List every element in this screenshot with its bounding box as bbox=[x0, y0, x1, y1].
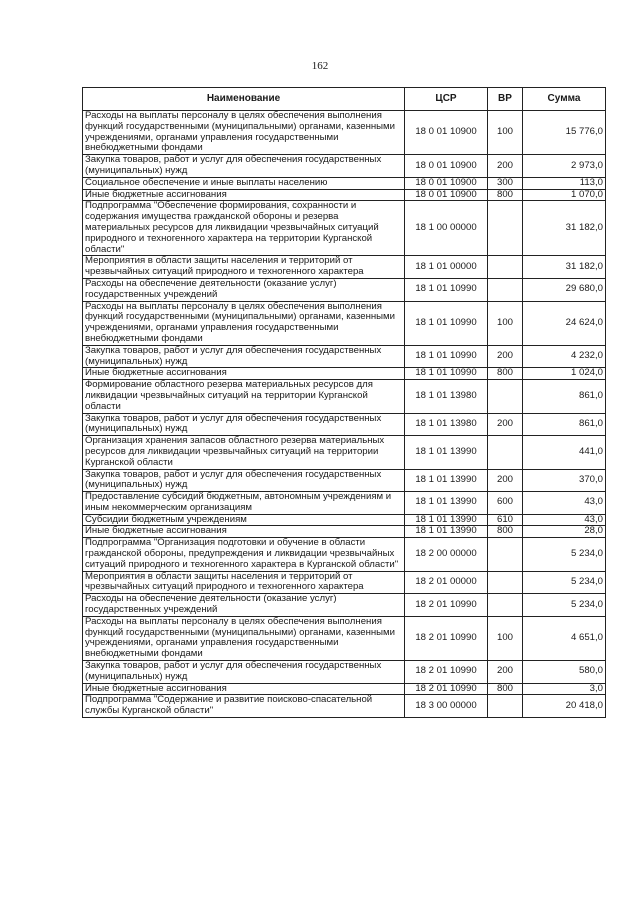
cell-vr: 800 bbox=[488, 526, 523, 538]
cell-csr: 18 1 01 10990 bbox=[405, 301, 488, 345]
cell-name: Предоставление субсидий бюджетным, автономным учреждениям и иным некоммерческим организациям bbox=[83, 492, 405, 515]
cell-vr bbox=[488, 278, 523, 301]
cell-sum: 861,0 bbox=[523, 413, 606, 436]
cell-csr: 18 3 00 00000 bbox=[405, 695, 488, 718]
cell-vr bbox=[488, 201, 523, 256]
cell-csr: 18 1 01 10990 bbox=[405, 368, 488, 380]
cell-name: Подпрограмма "Содержание и развитие поисково-спасательной службы Курганской области" bbox=[83, 695, 405, 718]
cell-csr: 18 1 01 10990 bbox=[405, 345, 488, 368]
cell-vr bbox=[488, 594, 523, 617]
cell-csr: 18 2 00 00000 bbox=[405, 538, 488, 571]
cell-sum: 29 680,0 bbox=[523, 278, 606, 301]
cell-sum: 1 024,0 bbox=[523, 368, 606, 380]
cell-name: Закупка товаров, работ и услуг для обеспечения государственных (муниципальных) нужд bbox=[83, 661, 405, 684]
cell-csr: 18 2 01 10990 bbox=[405, 616, 488, 660]
cell-csr: 18 1 01 13990 bbox=[405, 514, 488, 526]
cell-vr: 200 bbox=[488, 413, 523, 436]
cell-vr: 200 bbox=[488, 155, 523, 178]
header-vr: ВР bbox=[488, 88, 523, 111]
cell-sum: 43,0 bbox=[523, 492, 606, 515]
table-row bbox=[83, 594, 606, 617]
table-row bbox=[83, 345, 606, 368]
table-row bbox=[83, 492, 606, 515]
cell-sum: 20 418,0 bbox=[523, 695, 606, 718]
table-row bbox=[83, 111, 606, 155]
cell-vr: 600 bbox=[488, 492, 523, 515]
cell-csr: 18 1 01 00000 bbox=[405, 256, 488, 279]
cell-sum: 1 070,0 bbox=[523, 189, 606, 201]
table-row bbox=[83, 368, 606, 380]
cell-sum: 5 234,0 bbox=[523, 571, 606, 594]
table-row bbox=[83, 469, 606, 492]
table-row bbox=[83, 201, 606, 256]
header-csr: ЦСР bbox=[405, 88, 488, 111]
cell-name: Иные бюджетные ассигнования bbox=[83, 189, 405, 201]
cell-vr: 200 bbox=[488, 469, 523, 492]
cell-name: Закупка товаров, работ и услуг для обеспечения государственных (муниципальных) нужд bbox=[83, 469, 405, 492]
table-row bbox=[83, 301, 606, 345]
cell-sum: 441,0 bbox=[523, 436, 606, 469]
table-row bbox=[83, 155, 606, 178]
cell-sum: 580,0 bbox=[523, 661, 606, 684]
page-number: 162 bbox=[311, 60, 329, 72]
table-row bbox=[83, 695, 606, 718]
cell-name: Расходы на выплаты персоналу в целях обеспечения выполнения функций государственными (муниципальными) органами, казенными учреждениями, органами управления государственными внебюджетными фондами bbox=[83, 301, 405, 345]
table-row bbox=[83, 177, 606, 189]
cell-sum: 3,0 bbox=[523, 683, 606, 695]
table-row bbox=[83, 189, 606, 201]
cell-name: Расходы на выплаты персоналу в целях обеспечения выполнения функций государственными (муниципальными) органами, казенными учреждениями, органами управления государственными внебюджетными фондами bbox=[83, 111, 405, 155]
table-row bbox=[83, 514, 606, 526]
cell-vr: 100 bbox=[488, 301, 523, 345]
table-row bbox=[83, 278, 606, 301]
cell-name: Мероприятия в области защиты населения и территорий от чрезвычайных ситуаций природного и техногенного характера bbox=[83, 256, 405, 279]
cell-name: Мероприятия в области защиты населения и территорий от чрезвычайных ситуаций природного и техногенного характера bbox=[83, 571, 405, 594]
budget-table bbox=[82, 87, 606, 718]
table-row bbox=[83, 571, 606, 594]
cell-vr: 100 bbox=[488, 616, 523, 660]
cell-vr bbox=[488, 256, 523, 279]
cell-csr: 18 0 01 10900 bbox=[405, 111, 488, 155]
cell-sum: 4 232,0 bbox=[523, 345, 606, 368]
table-row bbox=[83, 380, 606, 413]
cell-name: Иные бюджетные ассигнования bbox=[83, 368, 405, 380]
cell-csr: 18 1 01 13990 bbox=[405, 492, 488, 515]
table-row bbox=[83, 413, 606, 436]
cell-vr: 200 bbox=[488, 661, 523, 684]
cell-vr bbox=[488, 571, 523, 594]
cell-vr: 800 bbox=[488, 683, 523, 695]
table-row bbox=[83, 683, 606, 695]
cell-vr: 200 bbox=[488, 345, 523, 368]
cell-csr: 18 1 01 13990 bbox=[405, 469, 488, 492]
table-header-row bbox=[83, 88, 606, 111]
cell-sum: 861,0 bbox=[523, 380, 606, 413]
table-row bbox=[83, 538, 606, 571]
cell-csr: 18 2 01 10990 bbox=[405, 683, 488, 695]
cell-csr: 18 1 01 10990 bbox=[405, 278, 488, 301]
cell-vr bbox=[488, 436, 523, 469]
cell-vr: 800 bbox=[488, 368, 523, 380]
cell-vr bbox=[488, 695, 523, 718]
table-row bbox=[83, 616, 606, 660]
cell-vr bbox=[488, 538, 523, 571]
cell-csr: 18 1 01 13990 bbox=[405, 436, 488, 469]
cell-name: Закупка товаров, работ и услуг для обеспечения государственных (муниципальных) нужд bbox=[83, 345, 405, 368]
cell-vr: 100 bbox=[488, 111, 523, 155]
header-name: Наименование bbox=[83, 88, 405, 111]
cell-csr: 18 1 01 13980 bbox=[405, 413, 488, 436]
cell-sum: 113,0 bbox=[523, 177, 606, 189]
cell-vr: 610 bbox=[488, 514, 523, 526]
cell-sum: 2 973,0 bbox=[523, 155, 606, 178]
cell-sum: 43,0 bbox=[523, 514, 606, 526]
header-sum: Сумма bbox=[523, 88, 606, 111]
cell-vr: 300 bbox=[488, 177, 523, 189]
cell-sum: 31 182,0 bbox=[523, 256, 606, 279]
table-row bbox=[83, 526, 606, 538]
cell-name: Иные бюджетные ассигнования bbox=[83, 683, 405, 695]
cell-csr: 18 0 01 10900 bbox=[405, 177, 488, 189]
table-row bbox=[83, 256, 606, 279]
cell-sum: 28,0 bbox=[523, 526, 606, 538]
cell-sum: 24 624,0 bbox=[523, 301, 606, 345]
cell-name: Формирование областного резерва материальных ресурсов для ликвидации чрезвычайных ситуаций на территории Курганской области bbox=[83, 380, 405, 413]
cell-sum: 15 776,0 bbox=[523, 111, 606, 155]
cell-csr: 18 0 01 10900 bbox=[405, 189, 488, 201]
cell-csr: 18 1 01 13980 bbox=[405, 380, 488, 413]
cell-name: Подпрограмма "Организация подготовки и обучение в области гражданской обороны, предупреждения и ликвидации чрезвычайных ситуаций природного и техногенного характера в Курганской области" bbox=[83, 538, 405, 571]
cell-csr: 18 2 01 10990 bbox=[405, 661, 488, 684]
cell-sum: 4 651,0 bbox=[523, 616, 606, 660]
table-row bbox=[83, 661, 606, 684]
cell-csr: 18 1 00 00000 bbox=[405, 201, 488, 256]
cell-name: Организация хранения запасов областного резерва материальных ресурсов для ликвидации чрезвычайных ситуаций на территории Курганской области bbox=[83, 436, 405, 469]
cell-name: Подпрограмма "Обеспечение формирования, сохранности и содержания имущества гражданской обороны и резерва материальных ресурсов для ликвидации чрезвычайных ситуаций природного и техногенного характера на территории Курганской области" bbox=[83, 201, 405, 256]
cell-csr: 18 0 01 10900 bbox=[405, 155, 488, 178]
cell-sum: 31 182,0 bbox=[523, 201, 606, 256]
cell-sum: 5 234,0 bbox=[523, 538, 606, 571]
cell-name: Иные бюджетные ассигнования bbox=[83, 526, 405, 538]
cell-name: Субсидии бюджетным учреждениям bbox=[83, 514, 405, 526]
cell-vr: 800 bbox=[488, 189, 523, 201]
cell-name: Расходы на обеспечение деятельности (оказание услуг) государственных учреждений bbox=[83, 278, 405, 301]
cell-csr: 18 2 01 10990 bbox=[405, 594, 488, 617]
cell-name: Расходы на обеспечение деятельности (оказание услуг) государственных учреждений bbox=[83, 594, 405, 617]
cell-csr: 18 2 01 00000 bbox=[405, 571, 488, 594]
cell-sum: 370,0 bbox=[523, 469, 606, 492]
cell-csr: 18 1 01 13990 bbox=[405, 526, 488, 538]
cell-sum: 5 234,0 bbox=[523, 594, 606, 617]
table-row bbox=[83, 436, 606, 469]
cell-name: Закупка товаров, работ и услуг для обеспечения государственных (муниципальных) нужд bbox=[83, 413, 405, 436]
cell-vr bbox=[488, 380, 523, 413]
cell-name: Социальное обеспечение и иные выплаты населению bbox=[83, 177, 405, 189]
cell-name: Расходы на выплаты персоналу в целях обеспечения выполнения функций государственными (муниципальными) органами, казенными учреждениями, органами управления государственными внебюджетными фондами bbox=[83, 616, 405, 660]
cell-name: Закупка товаров, работ и услуг для обеспечения государственных (муниципальных) нужд bbox=[83, 155, 405, 178]
